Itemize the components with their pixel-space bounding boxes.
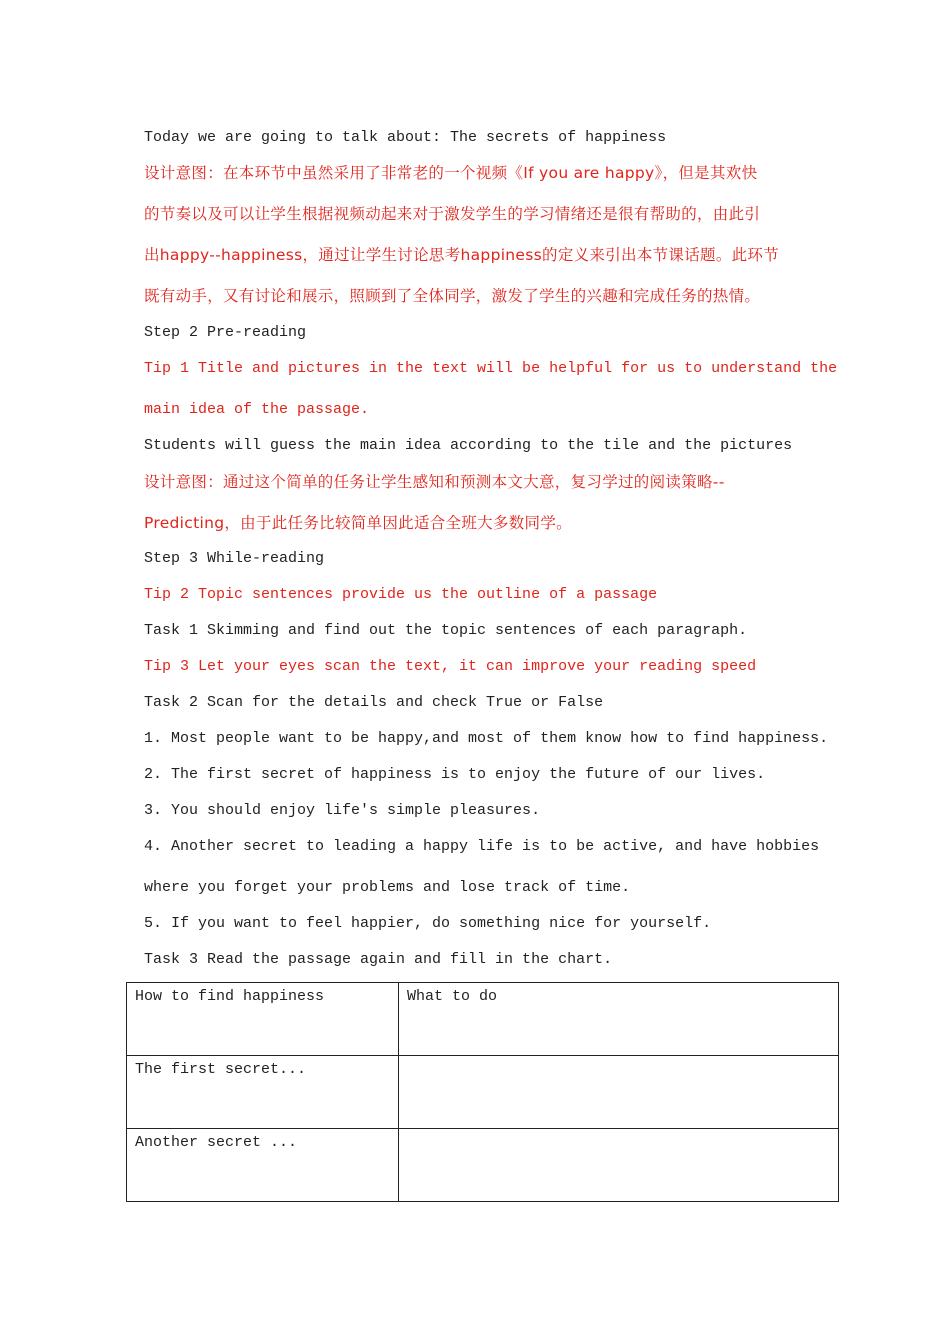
statement-2: 2. The first secret of happiness is to enjoy the future of our lives. [144, 766, 766, 783]
statement-1: 1. Most people want to be happy,and most of them know how to find happiness. [144, 730, 829, 747]
task-1-line: Task 1 Skimming and find out the topic sentences of each paragraph. [144, 622, 748, 639]
tip-3-line: Tip 3 Let your eyes scan the text, it can improve your reading speed [144, 658, 757, 675]
table-header-cell: How to find happiness [127, 983, 399, 1056]
intro-line: Today we are going to talk about: The secrets of happiness [144, 129, 667, 146]
statement-5: 5. If you want to feel happier, do something nice for yourself. [144, 915, 712, 932]
happiness-chart-table [126, 982, 839, 1202]
table-cell-blank[interactable] [399, 1129, 839, 1202]
table-header-cell: What to do [399, 983, 839, 1056]
task-2-line: Task 2 Scan for the details and check True or False [144, 694, 604, 711]
table-cell: Another secret ... [127, 1129, 399, 1202]
statement-4-line-2: where you forget your problems and lose track of time. [144, 879, 631, 896]
table-row [127, 1129, 839, 1202]
tip-2-line: Tip 2 Topic sentences provide us the outline of a passage [144, 586, 658, 603]
design-note-1-line-4: 既有动手，又有讨论和展示，照顾到了全体同学，激发了学生的兴趣和完成任务的热情。 [144, 287, 761, 305]
students-line: Students will guess the main idea according to the tile and the pictures [144, 437, 793, 454]
table-row [127, 1056, 839, 1129]
design-note-2-line-1: 设计意图：通过这个简单的任务让学生感知和预测本文大意，复习学过的阅读策略-- [144, 473, 725, 491]
tip-1-line-2: main idea of the passage. [144, 401, 370, 418]
step-3-heading: Step 3 While-reading [144, 550, 325, 567]
table-row [127, 983, 839, 1056]
statement-3: 3. You should enjoy life's simple pleasures. [144, 802, 541, 819]
step-2-heading: Step 2 Pre-reading [144, 324, 307, 341]
task-3-line: Task 3 Read the passage again and fill in the chart. [144, 951, 613, 968]
tip-1-line-1: Tip 1 Title and pictures in the text will be helpful for us to understand the [144, 360, 838, 377]
design-note-1-line-2: 的节奏以及可以让学生根据视频动起来对于激发学生的学习情绪还是很有帮助的，由此引 [144, 205, 761, 223]
design-note-1-line-1: 设计意图：在本环节中虽然采用了非常老的一个视频《If you are happy》，但是其欢快 [144, 164, 758, 182]
table-cell: The first secret... [127, 1056, 399, 1129]
design-note-1-line-3: 出happy--happiness，通过让学生讨论思考happiness的定义来引出本节课话题。此环节 [144, 246, 780, 264]
design-note-2-line-2: Predicting，由于此任务比较简单因此适合全班大多数同学。 [144, 514, 572, 532]
statement-4-line-1: 4. Another secret to leading a happy life is to be active, and have hobbies [144, 838, 820, 855]
table-cell-blank[interactable] [399, 1056, 839, 1129]
